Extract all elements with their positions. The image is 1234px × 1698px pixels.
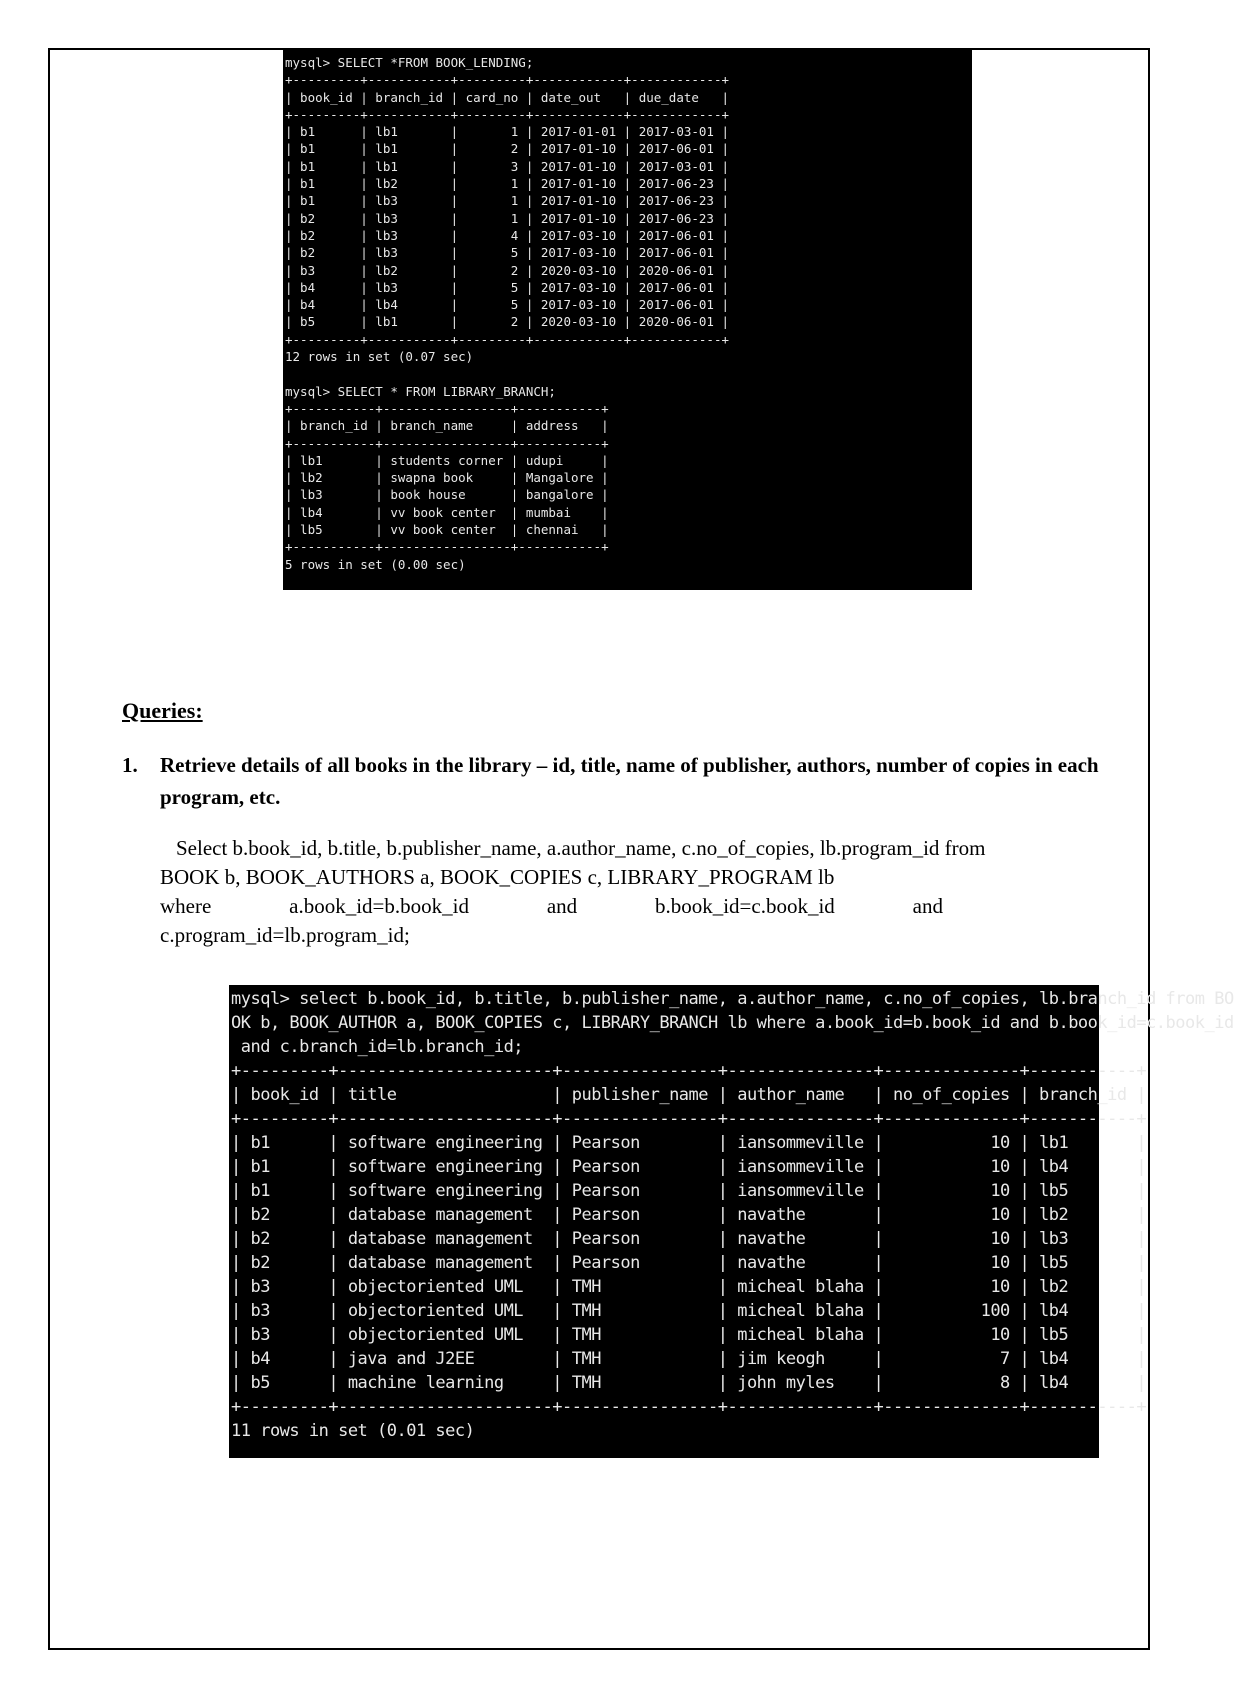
sql-line-3-part: where [160,894,212,918]
terminal-line: | lb5 | vv book center | chennai | [285,522,609,538]
terminal-book-lending-and-library-branch [283,50,972,590]
terminal-query-1-result [229,985,1234,1458]
terminal-line: | b4 | lb4 | 5 | 2017-03-10 | 2017-06-01 | [285,297,730,313]
terminal-line: +---------+-----------+---------+------------+------------+ [285,106,730,122]
terminal-line: +-----------+-----------------+-----------+ [285,400,609,416]
query-1-question [122,749,1122,813]
terminal-line: | b4 | lb3 | 5 | 2017-03-10 | 2017-06-01 | [285,279,730,295]
terminal-line: mysql> SELECT *FROM BOOK_LENDING; [285,55,534,70]
terminal-line: | b2 | database management | Pearson | navathe | 10 | lb5 | [231,1253,1147,1273]
terminal-line: | b3 | lb2 | 2 | 2020-03-10 | 2020-06-01 | [285,262,730,278]
sql-line-3-part: b.book_id=c.book_id [654,894,835,918]
terminal-line: 11 rows in set (0.01 sec) [231,1421,475,1441]
terminal-line [285,365,970,382]
terminal-line: and c.branch_id=lb.branch_id; [231,1037,524,1057]
terminal-line: +---------+-----------+---------+------------+------------+ [285,331,730,347]
terminal-line: | b1 | lb1 | 2 | 2017-01-10 | 2017-06-01 | [285,141,730,157]
terminal-line: | b2 | database management | Pearson | navathe | 10 | lb3 | [231,1229,1147,1249]
sql-line-4: c.program_id=lb.program_id; [160,923,410,947]
sql-line-3-part: and [912,894,943,918]
terminal-line: | b1 | software engineering | Pearson | iansommeville | 10 | lb5 | [231,1181,1147,1201]
terminal-line: | b4 | java and J2EE | TMH | jim keogh | 7 | lb4 | [231,1349,1147,1369]
queries-heading: Queries: [122,698,203,723]
terminal-line: | b2 | lb3 | 1 | 2017-01-10 | 2017-06-23 | [285,210,730,226]
terminal-line: +---------+----------------------+----------------+---------------+--------------+-----------+ [231,1397,1147,1417]
sql-line-3 [160,892,943,921]
terminal-line: +---------+-----------+---------+------------+------------+ [285,72,730,88]
terminal-line: | lb2 | swapna book | Mangalore | [285,470,609,486]
terminal-line: +---------+----------------------+----------------+---------------+--------------+-----------+ [231,1061,1147,1081]
terminal-line: | book_id | branch_id | card_no | date_out | due_date | [285,89,730,105]
terminal-line: | b3 | objectoriented UML | TMH | micheal blaha | 10 | lb2 | [231,1277,1147,1297]
terminal-line: | lb4 | vv book center | mumbai | [285,504,609,520]
query-1-text: Retrieve details of all books in the library – id, title, name of publisher, authors, number of copies in each program, etc. [160,753,1099,809]
sql-line-2: BOOK b, BOOK_AUTHORS a, BOOK_COPIES c, LIBRARY_PROGRAM lb [160,865,835,889]
terminal-line: | b1 | lb2 | 1 | 2017-01-10 | 2017-06-23 | [285,176,730,192]
sql-line-3-part: a.book_id=b.book_id [289,894,469,918]
terminal-line: mysql> select b.book_id, b.title, b.publisher_name, a.author_name, c.no_of_copies, lb.branch_id from BO [231,989,1234,1009]
terminal-line: | branch_id | branch_name | address | [285,418,609,434]
terminal-line: | lb3 | book house | bangalore | [285,487,609,503]
terminal-line: | b5 | lb1 | 2 | 2020-03-10 | 2020-06-01 | [285,314,730,330]
terminal-line: | b2 | lb3 | 5 | 2017-03-10 | 2017-06-01 | [285,245,730,261]
terminal-line: | b1 | lb1 | 1 | 2017-01-01 | 2017-03-01 | [285,124,730,140]
terminal-line: mysql> SELECT * FROM LIBRARY_BRANCH; [285,383,556,399]
terminal-line: | b1 | software engineering | Pearson | iansommeville | 10 | lb4 | [231,1157,1147,1177]
sql-line-1: Select b.book_id, b.title, b.publisher_name, a.author_name, c.no_of_copies, lb.program_id from [176,836,986,860]
query-1-sql [160,834,1120,950]
terminal-line: | b5 | machine learning | TMH | john myles | 8 | lb4 | [231,1373,1147,1393]
terminal-line: OK b, BOOK_AUTHOR a, BOOK_COPIES c, LIBRARY_BRANCH lb where a.book_id=b.book_id and b.book_id=c.book_id [231,1013,1234,1033]
terminal-line: | b2 | lb3 | 4 | 2017-03-10 | 2017-06-01 | [285,227,730,243]
sql-line-3-part: and [546,894,578,918]
query-1-number: 1. [122,753,138,777]
terminal-line: | book_id | title | publisher_name | author_name | no_of_copies | branch_id | [231,1085,1147,1105]
terminal-line: | b2 | database management | Pearson | navathe | 10 | lb2 | [231,1205,1147,1225]
terminal-line: +-----------+-----------------+-----------+ [285,435,609,451]
terminal-line: | b3 | objectoriented UML | TMH | micheal blaha | 10 | lb5 | [231,1325,1147,1345]
terminal-line: +-----------+-----------------+-----------+ [285,539,609,555]
terminal-line: | b1 | lb3 | 1 | 2017-01-10 | 2017-06-23 | [285,193,730,209]
terminal-line: 12 rows in set (0.07 sec) [285,349,474,365]
terminal-line: | lb1 | students corner | udupi | [285,452,609,468]
terminal-line: | b3 | objectoriented UML | TMH | micheal blaha | 100 | lb4 | [231,1301,1147,1321]
terminal-line: +---------+----------------------+----------------+---------------+--------------+-----------+ [231,1109,1147,1129]
terminal-line: | b1 | software engineering | Pearson | iansommeville | 10 | lb1 | [231,1133,1147,1153]
terminal-line: | b1 | lb1 | 3 | 2017-01-10 | 2017-03-01 | [285,158,730,174]
terminal-line: 5 rows in set (0.00 sec) [285,556,466,572]
